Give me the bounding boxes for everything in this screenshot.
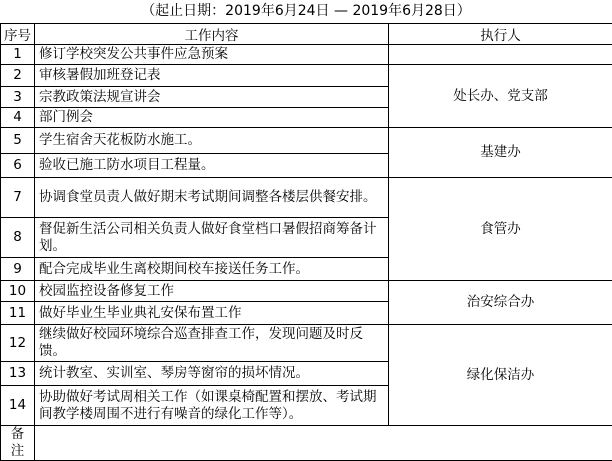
owner-construction: 基建办 — [389, 128, 612, 178]
col-header-owner: 执行人 — [389, 24, 612, 45]
row-number: 8 — [1, 218, 35, 258]
row-task: 继续做好校园环境综合巡查排查工作，发现问题及时反馈。 — [35, 325, 389, 362]
row-number: 10 — [1, 281, 35, 302]
owner-security: 治安综合办 — [389, 281, 612, 325]
row-number: 11 — [1, 302, 35, 325]
row-task: 协助做好考试周相关工作（如课桌椅配置和摆放、考试期间教学楼周围不进行有噪音的绿化工作等）。 — [35, 386, 389, 426]
row-task: 宗教政策法规宣讲会 — [35, 87, 389, 108]
row-number: 14 — [1, 386, 35, 426]
remarks-content[interactable] — [35, 426, 612, 461]
row-number: 6 — [1, 154, 35, 178]
row-task: 部门例会 — [35, 108, 389, 128]
row-number: 5 — [1, 128, 35, 154]
owner-greening: 绿化保洁办 — [389, 325, 612, 426]
row-task: 做好毕业生毕业典礼安保布置工作 — [35, 302, 389, 325]
header-row — [1, 24, 612, 45]
owner-empty-cell — [389, 45, 612, 65]
row-task: 统计教室、实训室、琴房等窗帘的损坏情况。 — [35, 362, 389, 386]
row-task: 验收已施工防水项目工程量。 — [35, 154, 389, 178]
row-task: 修订学校突发公共事件应急预案 — [35, 45, 389, 65]
row-number: 12 — [1, 325, 35, 362]
owner-office: 处长办、党支部 — [389, 65, 612, 128]
owner-canteen: 食管办 — [389, 178, 612, 281]
table-row — [1, 45, 612, 65]
table-row — [1, 65, 612, 87]
row-number: 1 — [1, 45, 35, 65]
table-row — [1, 128, 612, 154]
col-header-task: 工作内容 — [35, 24, 389, 45]
row-task: 学生宿舍天花板防水施工。 — [35, 128, 389, 154]
table-row — [1, 178, 612, 218]
col-header-number: 序号 — [1, 24, 35, 45]
row-number: 7 — [1, 178, 35, 218]
row-number: 4 — [1, 108, 35, 128]
row-number: 13 — [1, 362, 35, 386]
row-task: 校园监控设备修复工作 — [35, 281, 389, 302]
remarks-label: 备注 — [1, 426, 35, 461]
row-task: 审核暑假加班登记表 — [35, 65, 389, 87]
row-task: 督促新生活公司相关负责人做好食堂档口暑假招商筹备计划。 — [35, 218, 389, 258]
table-row — [1, 325, 612, 362]
date-range-subtitle: （起止日期：2019年6月24日 — 2019年6月28日） — [0, 0, 612, 23]
remarks-row — [1, 426, 612, 461]
row-number: 9 — [1, 258, 35, 281]
row-task: 配合完成毕业生离校期间校车接送任务工作。 — [35, 258, 389, 281]
table-row — [1, 281, 612, 302]
row-task: 协调食堂员责人做好期末考试期间调整各楼层供餐安排。 — [35, 178, 389, 218]
weekly-work-table — [0, 23, 612, 461]
row-number: 3 — [1, 87, 35, 108]
row-number: 2 — [1, 65, 35, 87]
